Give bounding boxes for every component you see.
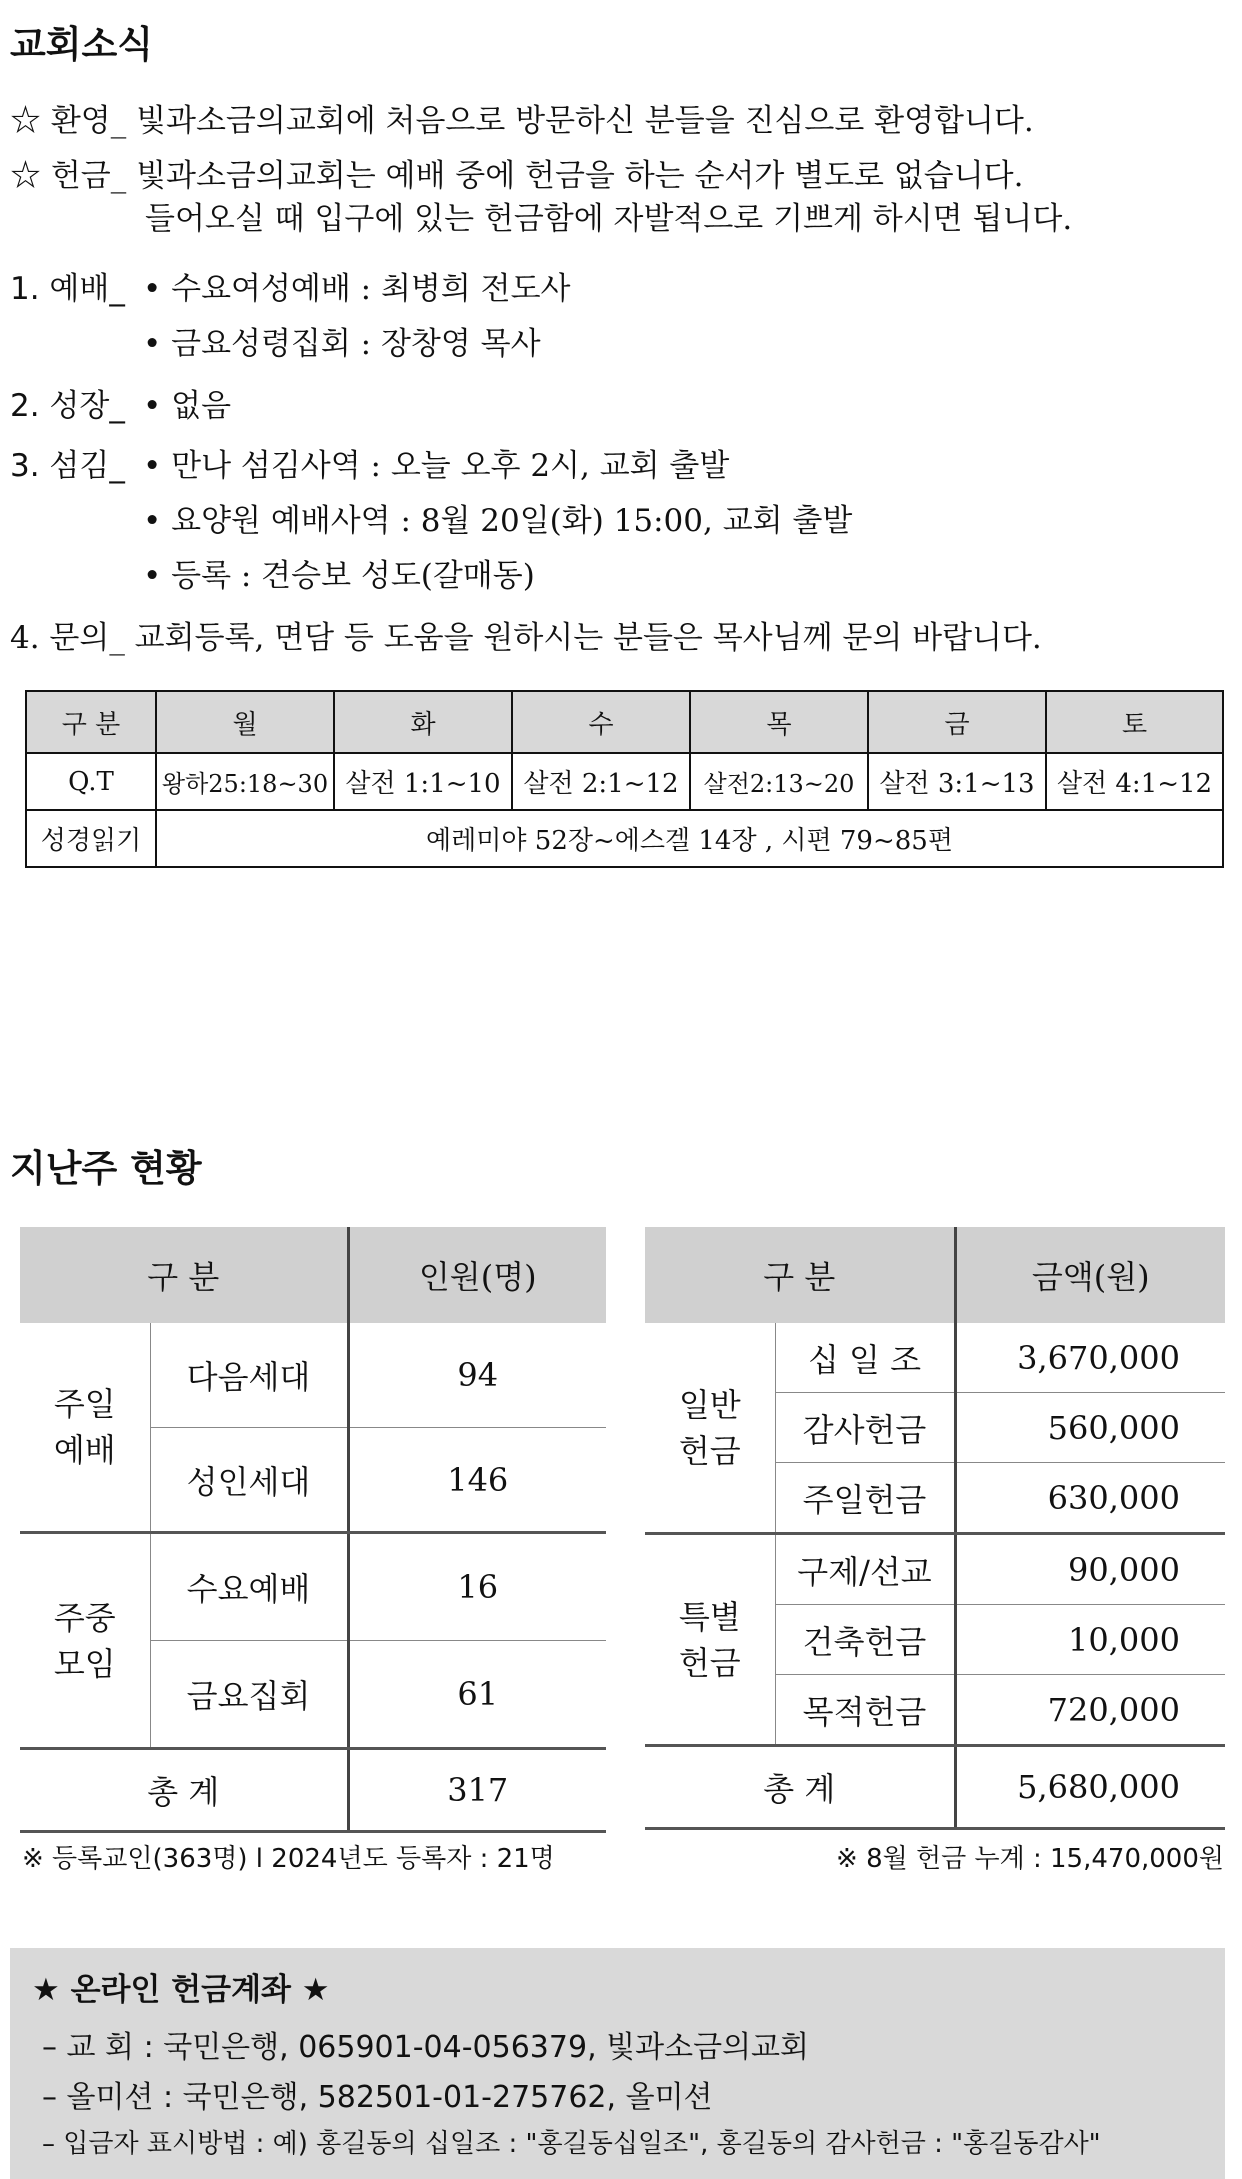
serve-item-1: • 만나 섬김사역 : 오늘 오후 2시, 교회 출발 <box>143 448 730 484</box>
bible-row <box>26 810 1223 867</box>
qt-cell: 살전 3:1~13 <box>868 753 1046 810</box>
qt-cell: 살전 1:1~10 <box>334 753 512 810</box>
attendance-value: 16 <box>348 1533 606 1641</box>
worship-item-2: • 금요성령집회 : 장창영 목사 <box>143 326 541 362</box>
inquiry-line: 4. 문의_ 교회등록, 면담 등 도움을 원하시는 분들은 목사님께 문의 바랍니다. <box>10 620 1042 656</box>
offering-total: 5,680,000 <box>955 1746 1225 1829</box>
qt-cell: 살전 2:1~12 <box>512 753 690 810</box>
attendance-value: 146 <box>348 1428 606 1533</box>
stats-title: 지난주 현황 <box>10 1147 202 1190</box>
qt-cell: 살전 4:1~12 <box>1046 753 1223 810</box>
attendance-header-category: 구 분 <box>20 1227 348 1323</box>
worship-item-1: • 수요여성예배 : 최병희 전도사 <box>143 271 571 307</box>
online-title: ★ 온라인 헌금계좌 ★ <box>32 1972 330 2008</box>
serve-item-3: • 등록 : 견승보 성도(갈매동) <box>143 558 535 594</box>
worship-label: 1. 예배_ <box>10 271 125 307</box>
offering-group-general <box>645 1323 775 1534</box>
schedule-header-row <box>26 691 1223 753</box>
schedule-header-cell: 화 <box>334 691 512 753</box>
welcome-line: ☆ 환영_ 빛과소금의교회에 처음으로 방문하신 분들을 진심으로 환영합니다. <box>10 103 1034 139</box>
offering-note: ※ 8월 헌금 누계 : 15,470,000원 <box>836 1844 1224 1874</box>
offering-total-label: 총 계 <box>645 1746 955 1829</box>
qt-label: Q.T <box>26 753 156 810</box>
online-account-box <box>10 1948 1225 2179</box>
offering-item: 주일헌금 <box>775 1463 955 1534</box>
serve-item-2: • 요양원 예배사역 : 8월 20일(화) 15:00, 교회 출발 <box>143 503 853 539</box>
offering-item: 목적헌금 <box>775 1675 955 1746</box>
attendance-group-sunday <box>20 1323 150 1533</box>
offering-item: 감사헌금 <box>775 1393 955 1463</box>
growth-label: 2. 성장_ <box>10 388 125 424</box>
attendance-item: 성인세대 <box>150 1428 348 1533</box>
attendance-item: 다음세대 <box>150 1323 348 1428</box>
group-label-line: 모임 <box>53 1644 116 1683</box>
qt-row <box>26 753 1223 810</box>
offering-header-category: 구 분 <box>645 1227 955 1323</box>
bible-label: 성경읽기 <box>26 810 156 867</box>
offering-value: 560,000 <box>955 1393 1225 1463</box>
attendance-total-label: 총 계 <box>20 1749 348 1832</box>
offering-item: 건축헌금 <box>775 1605 955 1675</box>
online-deposit-guide: – 입금자 표시방법 : 예) 홍길동의 십일조 : "홍길동십일조", 홍길동의 감사헌금 : "홍길동감사" <box>42 2129 1101 2159</box>
offering-item: 십 일 조 <box>775 1323 955 1393</box>
attendance-value: 94 <box>348 1323 606 1428</box>
group-label-line: 일반 <box>678 1385 741 1424</box>
serve-label: 3. 섬김_ <box>10 448 125 484</box>
group-label-line: 헌금 <box>678 1431 741 1470</box>
schedule-header-cell: 수 <box>512 691 690 753</box>
offering-header-amount: 금액(원) <box>955 1227 1225 1323</box>
group-label-line: 예배 <box>53 1431 116 1469</box>
group-label-line: 주중 <box>53 1598 116 1637</box>
offering-table <box>645 1227 1225 1830</box>
offering-value: 630,000 <box>955 1463 1225 1534</box>
news-title: 교회소식 <box>10 23 153 66</box>
offering-item: 구제/선교 <box>775 1534 955 1605</box>
offering-line-2: 들어오실 때 입구에 있는 헌금함에 자발적으로 기쁘게 하시면 됩니다. <box>145 201 1073 237</box>
attendance-group-weekday <box>20 1533 150 1749</box>
schedule-header-cell: 금 <box>868 691 1046 753</box>
attendance-total: 317 <box>348 1749 606 1832</box>
group-label-line: 특별 <box>678 1597 741 1636</box>
schedule-header-cell: 토 <box>1046 691 1223 753</box>
schedule-table <box>25 690 1224 868</box>
offering-value: 10,000 <box>955 1605 1225 1675</box>
attendance-header-count: 인원(명) <box>348 1227 606 1323</box>
offering-value: 3,670,000 <box>955 1323 1225 1393</box>
growth-item-1: • 없음 <box>143 388 232 424</box>
offering-value: 90,000 <box>955 1534 1225 1605</box>
attendance-item: 수요예배 <box>150 1533 348 1641</box>
schedule-header-cell: 목 <box>690 691 868 753</box>
schedule-header-cell: 월 <box>156 691 334 753</box>
online-account-allmission: – 올미션 : 국민은행, 582501-01-275762, 올미션 <box>42 2080 713 2115</box>
offering-line-1: ☆ 헌금_ 빛과소금의교회는 예배 중에 헌금을 하는 순서가 별도로 없습니다. <box>10 158 1024 194</box>
qt-cell: 왕하25:18~30 <box>156 753 334 810</box>
attendance-table <box>20 1227 606 1833</box>
bible-reading: 예레미야 52장~에스겔 14장 , 시편 79~85편 <box>156 810 1223 867</box>
group-label-line: 헌금 <box>678 1643 741 1682</box>
attendance-item: 금요집회 <box>150 1641 348 1749</box>
offering-value: 720,000 <box>955 1675 1225 1746</box>
schedule-header-cell: 구 분 <box>26 691 156 753</box>
offering-group-special <box>645 1534 775 1746</box>
attendance-value: 61 <box>348 1641 606 1749</box>
qt-cell: 살전2:13~20 <box>690 753 868 810</box>
online-account-church: – 교 회 : 국민은행, 065901-04-056379, 빛과소금의교회 <box>42 2030 810 2065</box>
group-label-line: 주일 <box>53 1385 116 1423</box>
attendance-note: ※ 등록교인(363명) l 2024년도 등록자 : 21명 <box>22 1844 555 1874</box>
